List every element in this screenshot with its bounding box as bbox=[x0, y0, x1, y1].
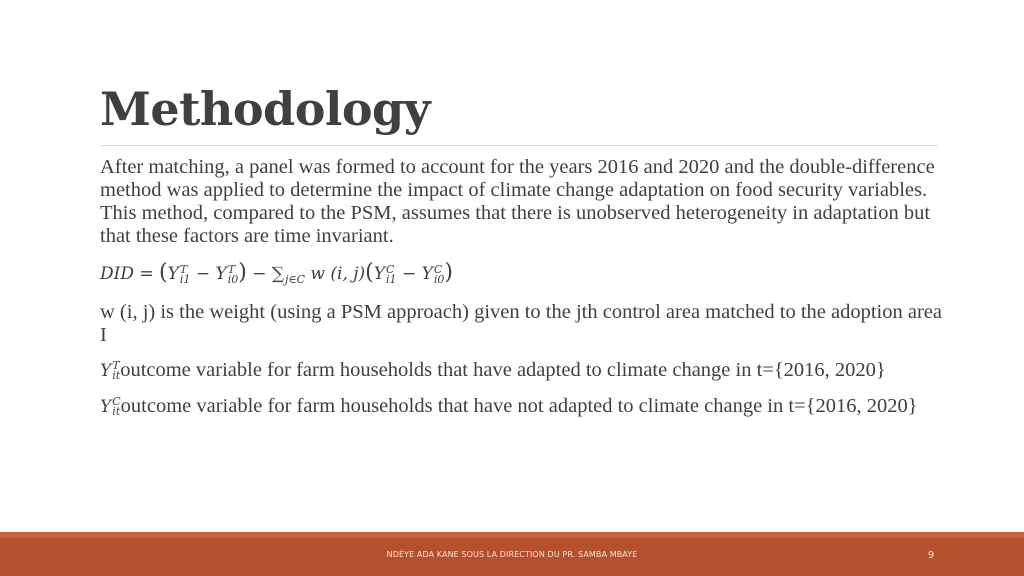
formula-weight: w (i, j) bbox=[310, 264, 366, 284]
paragraph-control-outcome bbox=[100, 395, 950, 419]
formula-y-c0-indices bbox=[433, 262, 445, 286]
slide-title: Methodology bbox=[100, 82, 430, 136]
formula-equals: = bbox=[139, 264, 154, 284]
symbol-y-treated-sub: it bbox=[112, 369, 121, 383]
symbol-y-treated-indices bbox=[112, 361, 120, 381]
formula-y-t1: Y bbox=[167, 264, 179, 284]
symbol-y-control-sup: C bbox=[112, 395, 121, 409]
formula-sum-symbol: ∑ bbox=[271, 264, 285, 284]
symbol-y-control-sub: it bbox=[112, 405, 121, 419]
formula-y-t1-indices bbox=[179, 262, 191, 286]
formula-minus-3: − bbox=[401, 264, 417, 284]
paragraph-weight: w (i, j) is the weight (using a PSM approach) given to the jth control area matched to the adoption area I bbox=[100, 301, 942, 346]
formula-y-t0-indices bbox=[227, 262, 239, 286]
formula-y-c1-sup: C bbox=[386, 262, 395, 276]
symbol-y-treated-sup: T bbox=[112, 359, 120, 373]
paragraph-treated-outcome bbox=[100, 359, 950, 383]
paragraph-method: After matching, a panel was formed to account for the years 2016 and 2020 and the double-difference method was applied to determine the impact of climate change adaptation on food security variables. This method, compared to the PSM, assumes that there is unobserved heterogeneity in adaptation but that these factors are time invariant. bbox=[100, 156, 935, 247]
formula-minus-2: − bbox=[252, 264, 267, 284]
formula-y-c0: Y bbox=[421, 264, 433, 284]
footer-credit: NDÈYE ADA KANE SOUS LA DIRECTION DU PR. SAMBA MBAYE bbox=[386, 550, 638, 559]
formula-y-t1-sup: T bbox=[179, 262, 188, 276]
formula-y-c1-indices bbox=[386, 262, 397, 286]
page-number: 9 bbox=[927, 550, 935, 561]
formula-paren-open-2: ( bbox=[365, 260, 374, 285]
formula-y-t0-sup: T bbox=[227, 262, 236, 276]
formula-lhs: DID bbox=[100, 264, 134, 284]
formula-y-c1-sub: i1 bbox=[386, 272, 397, 286]
formula-y-c1: Y bbox=[373, 264, 385, 284]
formula-minus-1: − bbox=[195, 264, 211, 284]
formula-y-t0-sub: i0 bbox=[227, 272, 239, 286]
formula-sum-sub: j∈C bbox=[285, 272, 306, 286]
footer-accent-strip bbox=[0, 532, 1024, 538]
formula-paren-close: ) bbox=[238, 260, 247, 285]
formula-y-t1-sub: i1 bbox=[179, 272, 191, 286]
formula-y-t0: Y bbox=[215, 264, 227, 284]
formula-y-c0-sup: C bbox=[433, 262, 443, 276]
did-formula bbox=[100, 260, 950, 287]
treated-outcome-text: outcome variable for farm households that have adapted to climate change in t={2016, 2020} bbox=[120, 359, 886, 381]
symbol-y-control-indices bbox=[112, 397, 120, 417]
control-outcome-text: outcome variable for farm households that have not adapted to climate change in t={2016, 2020} bbox=[120, 395, 918, 417]
formula-paren-close-2: ) bbox=[444, 260, 453, 285]
symbol-y-control: Y bbox=[100, 397, 112, 417]
formula-paren-open: ( bbox=[159, 260, 168, 285]
symbol-y-treated: Y bbox=[100, 361, 112, 381]
title-divider bbox=[100, 145, 938, 146]
formula-y-c0-sub: i0 bbox=[433, 272, 445, 286]
formula-sum-indices bbox=[285, 265, 305, 285]
slide-body bbox=[100, 156, 950, 431]
